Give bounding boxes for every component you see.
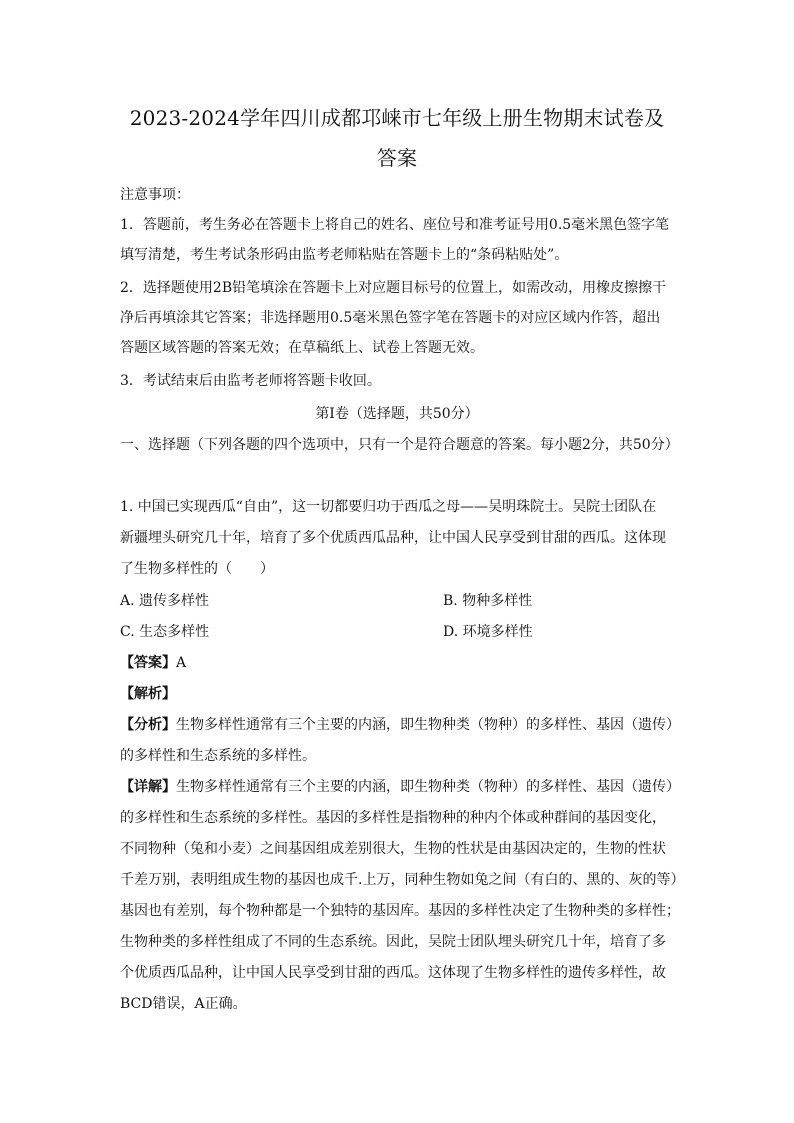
option-b: B. 物种多样性	[443, 593, 533, 609]
xiangjie-line-5: 基因也有差别，每个物种都是一个独特的基因库。基因的多样性决定了生物种类的多样性；	[120, 903, 680, 919]
section-heading: 第Ⅰ卷（选择题，共50分）	[315, 406, 479, 422]
notice-item-1-line-1: 1．答题前，考生务必在答题卡上将自己的姓名、座位号和准考证号用0.5毫米黑色签字笔	[120, 217, 670, 233]
notice-item-1-line-2: 填写清楚，考生考试条形码由监考老师粘贴在答题卡上的“条码粘贴处”。	[120, 247, 569, 263]
xiangjie-line-2: 的多样性和生态系统的多样性。基因的多样性是指物种的种内个体或种群间的基因变化，	[120, 810, 666, 826]
fenxi-line-2: 的多样性和生态系统的多样性。	[120, 748, 316, 764]
xiangjie-text-1: 生物多样性通常有三个主要的内涵，即生物种类（物种）的多样性、基因（遗传）	[176, 779, 680, 795]
option-c: C. 生态多样性	[120, 624, 210, 640]
xiangjie-tag: 【详解】	[120, 779, 176, 795]
xiangjie-line-1	[120, 778, 680, 796]
answer-line	[120, 654, 186, 672]
question-1-stem-line-2: 新疆埋头研究几十年，培育了多个优质西瓜品种，让中国人民享受到甘甜的西瓜。这体现	[120, 530, 666, 546]
part-one-instructions: 一、选择题（下列各题的四个选项中，只有一个是符合题意的答案。每小题2分，共50分）	[120, 437, 679, 453]
fenxi-line-1	[120, 716, 680, 734]
notice-item-2-line-1: 2．选择题使用2B铅笔填涂在答题卡上对应题目标号的位置上，如需改动，用橡皮擦擦干	[120, 280, 667, 296]
analysis-tag: 【解析】	[120, 686, 176, 702]
document-title-line-1: 2023-2024学年四川成都邛崃市七年级上册生物期末试卷及	[129, 106, 665, 130]
question-1-stem-line-3: 了生物多样性的（ ）	[120, 561, 274, 577]
question-1-stem-line-1: 1. 中国已实现西瓜“自由”，这一切都要归功于西瓜之母——吴明珠院士。吴院士团队在	[120, 499, 657, 515]
fenxi-text-1: 生物多样性通常有三个主要的内涵，即生物种类（物种）的多样性、基因（遗传）	[176, 717, 680, 733]
option-a: A. 遗传多样性	[120, 593, 210, 609]
answer-value: A	[176, 655, 187, 671]
option-d: D. 环境多样性	[443, 624, 533, 640]
xiangjie-line-8: BCD错误，A正确。	[120, 996, 247, 1012]
xiangjie-line-6: 生物种类的多样性组成了不同的生态系统。因此，吴院士团队埋头研究几十年，培育了多	[120, 934, 666, 950]
xiangjie-line-7: 个优质西瓜品种，让中国人民享受到甘甜的西瓜。这体现了生物多样性的遗传多样性，故	[120, 965, 666, 981]
notice-item-2-line-2: 净后再填涂其它答案；非选择题用0.5毫米黑色签字笔在答题卡的对应区域内作答，超出	[120, 310, 661, 326]
answer-tag: 【答案】	[120, 655, 176, 671]
notice-item-2-line-3: 答题区域答题的答案无效；在草稿纸上、试卷上答题无效。	[120, 340, 484, 356]
fenxi-tag: 【分析】	[120, 717, 176, 733]
notice-item-3: 3．考试结束后由监考老师将答题卡收回。	[120, 373, 381, 389]
notice-heading: 注意事项：	[120, 187, 190, 203]
document-title-line-2: 答案	[376, 146, 418, 170]
xiangjie-line-3: 不同物种（兔和小麦）之间基因组成差别很大，生物的性状是由基因决定的，生物的性状	[120, 841, 666, 857]
xiangjie-line-4: 千差万别，表明组成生物的基因也成千.上万，同种生物如兔之间（有白的、黑的、灰的等）	[120, 872, 685, 888]
